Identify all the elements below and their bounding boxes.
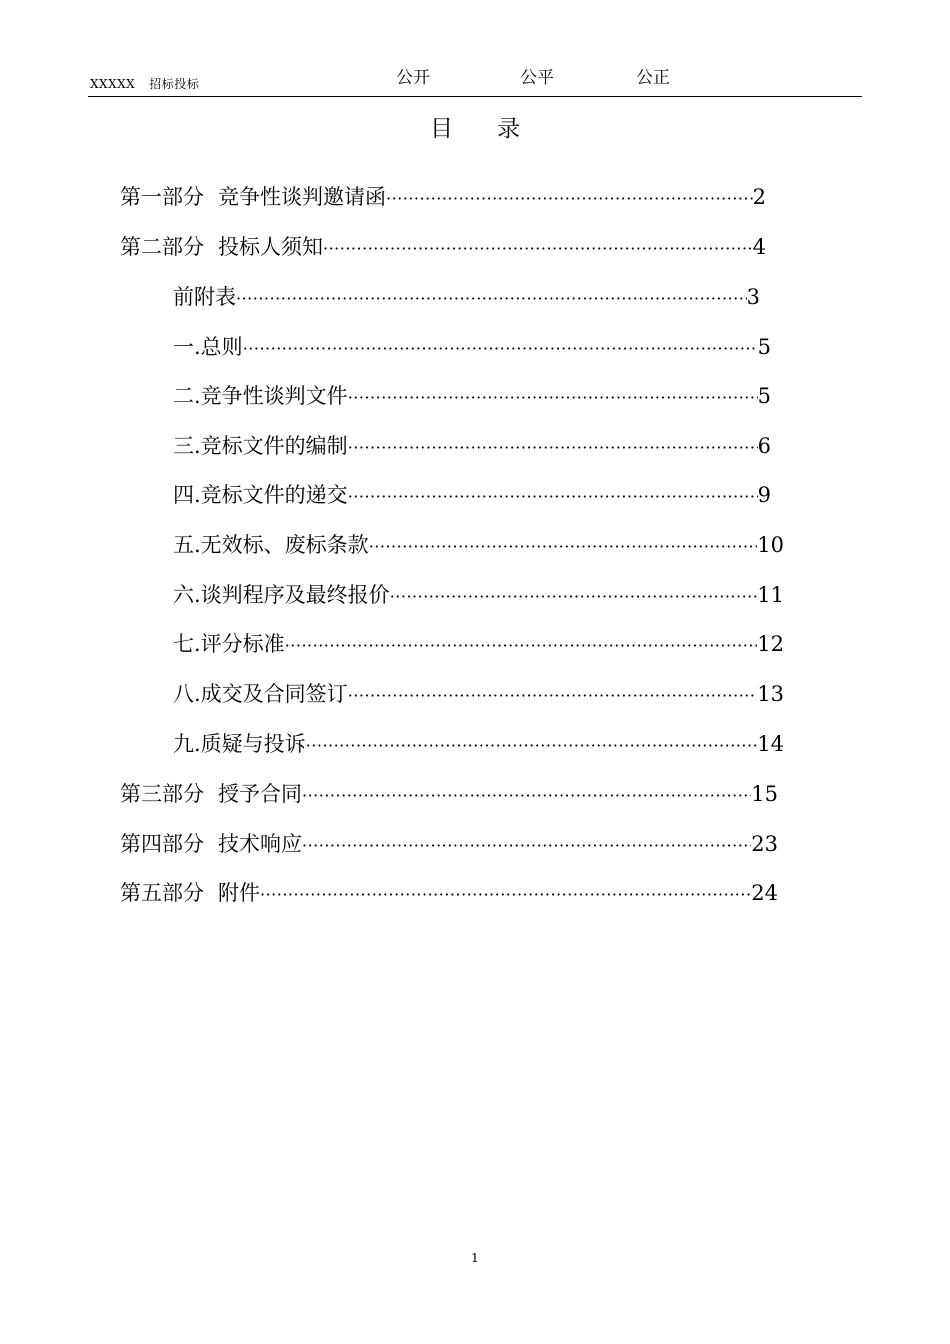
- toc-page-number: 5: [757, 335, 771, 359]
- toc-entry-title: 前附表: [173, 285, 236, 309]
- toc-page-number: 2: [752, 185, 766, 209]
- toc-leader-dots: [306, 736, 758, 755]
- toc-entry-appendix-table[interactable]: [173, 281, 760, 311]
- toc-entry-title: 投标人须知: [218, 235, 323, 259]
- toc-entry-general[interactable]: [173, 331, 771, 361]
- toc-part-number: 第一部分: [120, 185, 204, 209]
- toc-entry-complaints[interactable]: [173, 728, 784, 758]
- toc-title-char-1: 目: [430, 116, 497, 142]
- toc-entry-label: [120, 231, 323, 261]
- toc-entry-bid-prep[interactable]: [173, 430, 771, 460]
- toc-leader-dots: [323, 239, 753, 258]
- toc-entry-title: 竞争性谈判邀请函: [218, 185, 386, 209]
- toc-leader-dots: [236, 289, 747, 308]
- header-motto-open: 公开: [396, 68, 430, 88]
- toc-entry-label: [120, 778, 302, 808]
- toc-page-number: 3: [746, 285, 760, 309]
- toc-page-number: 10: [757, 533, 784, 557]
- toc-entry-invalid-bids[interactable]: [173, 529, 784, 559]
- header-doc-kind: 招标投标: [149, 77, 200, 91]
- toc-leader-dots: [348, 487, 758, 506]
- toc-leader-dots: [302, 786, 751, 805]
- toc-entry-part4[interactable]: [120, 828, 778, 858]
- toc-part-number: 第四部分: [120, 832, 204, 856]
- header-motto-fair: 公平: [520, 68, 554, 88]
- toc-entry-title: 附件: [218, 881, 260, 905]
- toc-part-number: 第二部分: [120, 235, 204, 259]
- toc-entry-negotiation-docs[interactable]: [173, 380, 771, 410]
- toc-leader-dots: [386, 189, 753, 208]
- toc-entry-title: 四.竞标文件的递交: [173, 483, 348, 507]
- toc-entry-title: 九.质疑与投诉: [173, 732, 306, 756]
- toc-entry-part3[interactable]: [120, 778, 778, 808]
- toc-entry-label: [120, 181, 386, 211]
- footer-page-number: 1: [471, 1251, 479, 1265]
- toc-leader-dots: [285, 636, 758, 655]
- toc-entry-label: [120, 877, 260, 907]
- toc-page-number: 5: [757, 384, 771, 408]
- toc-page-number: 4: [752, 235, 766, 259]
- toc-leader-dots: [260, 885, 751, 904]
- toc-leader-dots: [302, 836, 751, 855]
- toc-title-char-2: 录: [497, 116, 564, 142]
- page-header: [88, 62, 862, 97]
- toc-entry-title: 二.竞争性谈判文件: [173, 384, 348, 408]
- toc-entry-title: 三.竞标文件的编制: [173, 434, 348, 458]
- toc-entry-part2[interactable]: [120, 231, 766, 261]
- toc-page-number: 15: [751, 782, 778, 806]
- toc-entry-scoring[interactable]: [173, 628, 784, 658]
- toc-entry-title: 授予合同: [218, 782, 302, 806]
- toc-page-number: 6: [757, 434, 771, 458]
- toc-entry-procedure[interactable]: [173, 579, 784, 609]
- toc-entry-title: 八.成交及合同签订: [173, 682, 348, 706]
- toc-entry-label: [120, 828, 302, 858]
- toc-leader-dots: [348, 438, 758, 457]
- toc-title: [0, 110, 950, 143]
- toc-leader-dots: [390, 587, 758, 606]
- toc-entry-title: 技术响应: [218, 832, 302, 856]
- toc-entry-part1[interactable]: [120, 181, 766, 211]
- header-motto-just: 公正: [636, 68, 670, 88]
- toc-entry-part5[interactable]: [120, 877, 778, 907]
- toc-part-number: 第三部分: [120, 782, 204, 806]
- toc-page-number: 23: [751, 832, 778, 856]
- toc-entry-contract-signing[interactable]: [173, 678, 784, 708]
- toc-entry-title: 五.无效标、废标条款: [173, 533, 369, 557]
- toc-page-number: 24: [751, 881, 778, 905]
- toc-leader-dots: [369, 537, 758, 556]
- toc-leader-dots: [348, 388, 758, 407]
- toc-entry-title: 六.谈判程序及最终报价: [173, 583, 390, 607]
- header-organization: [90, 75, 199, 92]
- toc-page-number: 9: [757, 483, 771, 507]
- toc-page-number: 12: [757, 632, 784, 656]
- toc-entry-title: 一.总则: [173, 335, 243, 359]
- toc-entry-bid-submission[interactable]: [173, 479, 771, 509]
- toc-entry-title: 七.评分标准: [173, 632, 285, 656]
- toc-part-number: 第五部分: [120, 881, 204, 905]
- toc-leader-dots: [348, 686, 758, 705]
- toc-leader-dots: [243, 339, 758, 358]
- toc-page-number: 11: [757, 583, 784, 607]
- toc-page-number: 13: [757, 682, 784, 706]
- header-org-name: XXXXX: [90, 77, 136, 91]
- toc-page-number: 14: [757, 732, 784, 756]
